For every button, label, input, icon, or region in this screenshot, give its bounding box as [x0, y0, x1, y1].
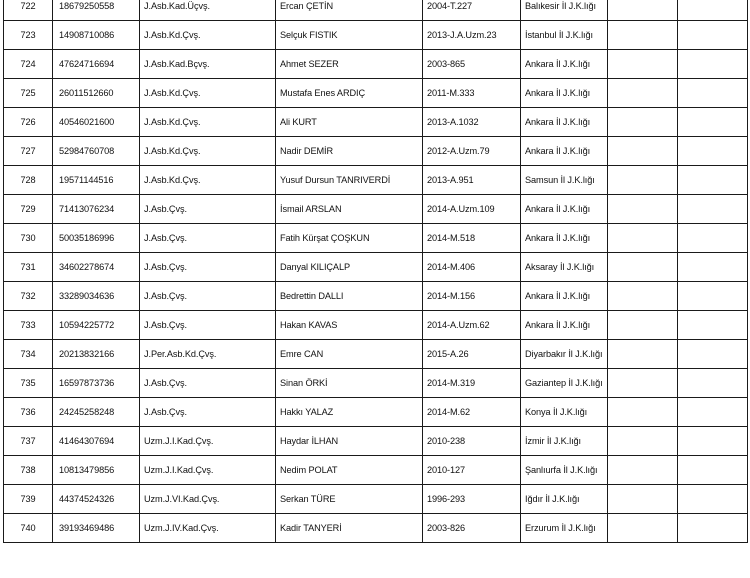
id-number-cell: 18679250558 [53, 0, 140, 21]
unit-cell: Ankara İl J.K.lığı [521, 282, 608, 311]
empty-cell [608, 137, 678, 166]
registry-cell: 2014-M.156 [423, 282, 521, 311]
registry-cell: 2014-A.Uzm.62 [423, 311, 521, 340]
id-number-cell: 26011512660 [53, 79, 140, 108]
empty-cell [608, 398, 678, 427]
empty-cell [608, 0, 678, 21]
id-number-cell: 50035186996 [53, 224, 140, 253]
empty-cell [678, 0, 748, 21]
full-name-cell: Yusuf Dursun TANRIVERDİ [276, 166, 423, 195]
empty-cell [608, 369, 678, 398]
id-number-cell: 33289034636 [53, 282, 140, 311]
registry-cell: 2010-127 [423, 456, 521, 485]
id-number-cell: 41464307694 [53, 427, 140, 456]
full-name-cell: Danyal KILIÇALP [276, 253, 423, 282]
registry-cell: 2015-A.26 [423, 340, 521, 369]
table-row [4, 311, 748, 340]
full-name-cell: Sinan ÖRKİ [276, 369, 423, 398]
unit-cell: Ankara İl J.K.lığı [521, 311, 608, 340]
full-name-cell: İsmail ARSLAN [276, 195, 423, 224]
id-number-cell: 40546021600 [53, 108, 140, 137]
rank-cell: J.Asb.Çvş. [140, 398, 276, 427]
rank-cell: J.Asb.Çvş. [140, 311, 276, 340]
rank-cell: J.Asb.Çvş. [140, 282, 276, 311]
full-name-cell: Bedrettin DALLI [276, 282, 423, 311]
table-row [4, 0, 748, 21]
empty-cell [678, 340, 748, 369]
rank-cell: J.Asb.Kd.Çvş. [140, 79, 276, 108]
unit-cell: Ankara İl J.K.lığı [521, 137, 608, 166]
rank-cell: J.Asb.Kd.Çvş. [140, 137, 276, 166]
empty-cell [678, 253, 748, 282]
id-number-cell: 14908710086 [53, 21, 140, 50]
table-row [4, 398, 748, 427]
table-row [4, 50, 748, 79]
table-row [4, 485, 748, 514]
registry-cell: 2014-M.319 [423, 369, 521, 398]
rank-cell: J.Asb.Kad.Bçvş. [140, 50, 276, 79]
empty-cell [678, 282, 748, 311]
row-number-cell: 732 [4, 282, 53, 311]
registry-cell: 2003-865 [423, 50, 521, 79]
row-number-cell: 727 [4, 137, 53, 166]
row-number-cell: 735 [4, 369, 53, 398]
unit-cell: Diyarbakır İl J.K.lığı [521, 340, 608, 369]
unit-cell: Konya İl J.K.lığı [521, 398, 608, 427]
empty-cell [678, 50, 748, 79]
row-number-cell: 722 [4, 0, 53, 21]
row-number-cell: 725 [4, 79, 53, 108]
registry-cell: 2011-M.333 [423, 79, 521, 108]
full-name-cell: Hakan KAVAS [276, 311, 423, 340]
table-row [4, 514, 748, 543]
full-name-cell: Hakkı YALAZ [276, 398, 423, 427]
empty-cell [608, 340, 678, 369]
full-name-cell: Mustafa Enes ARDIÇ [276, 79, 423, 108]
unit-cell: Ankara İl J.K.lığı [521, 195, 608, 224]
full-name-cell: Haydar İLHAN [276, 427, 423, 456]
personnel-table-body [4, 0, 748, 543]
registry-cell: 2003-826 [423, 514, 521, 543]
row-number-cell: 728 [4, 166, 53, 195]
table-row [4, 427, 748, 456]
unit-cell: İzmir İl J.K.lığı [521, 427, 608, 456]
empty-cell [678, 427, 748, 456]
full-name-cell: Ercan ÇETİN [276, 0, 423, 21]
row-number-cell: 738 [4, 456, 53, 485]
empty-cell [678, 21, 748, 50]
empty-cell [678, 108, 748, 137]
unit-cell: Şanlıurfa İl J.K.lığı [521, 456, 608, 485]
unit-cell: Ankara İl J.K.lığı [521, 79, 608, 108]
rank-cell: J.Asb.Çvş. [140, 369, 276, 398]
empty-cell [608, 311, 678, 340]
table-row [4, 456, 748, 485]
registry-cell: 2013-J.A.Uzm.23 [423, 21, 521, 50]
empty-cell [678, 166, 748, 195]
unit-cell: Aksaray İl J.K.lığı [521, 253, 608, 282]
empty-cell [608, 108, 678, 137]
row-number-cell: 726 [4, 108, 53, 137]
rank-cell: J.Asb.Çvş. [140, 253, 276, 282]
unit-cell: Ankara İl J.K.lığı [521, 108, 608, 137]
row-number-cell: 733 [4, 311, 53, 340]
table-row [4, 224, 748, 253]
unit-cell: Erzurum İl J.K.lığı [521, 514, 608, 543]
empty-cell [678, 195, 748, 224]
empty-cell [608, 253, 678, 282]
full-name-cell: Selçuk FISTIK [276, 21, 423, 50]
unit-cell: Balıkesir İl J.K.lığı [521, 0, 608, 21]
rank-cell: J.Asb.Çvş. [140, 224, 276, 253]
id-number-cell: 39193469486 [53, 514, 140, 543]
rank-cell: J.Asb.Kd.Çvş. [140, 166, 276, 195]
registry-cell: 2013-A.951 [423, 166, 521, 195]
full-name-cell: Ali KURT [276, 108, 423, 137]
table-row [4, 253, 748, 282]
rank-cell: J.Asb.Çvş. [140, 195, 276, 224]
empty-cell [608, 427, 678, 456]
empty-cell [608, 485, 678, 514]
empty-cell [608, 79, 678, 108]
empty-cell [608, 166, 678, 195]
empty-cell [678, 79, 748, 108]
row-number-cell: 737 [4, 427, 53, 456]
table-row [4, 340, 748, 369]
rank-cell: Uzm.J.VI.Kad.Çvş. [140, 485, 276, 514]
unit-cell: Ankara İl J.K.lığı [521, 50, 608, 79]
empty-cell [678, 398, 748, 427]
id-number-cell: 24245258248 [53, 398, 140, 427]
registry-cell: 2014-M.518 [423, 224, 521, 253]
unit-cell: Ankara İl J.K.lığı [521, 224, 608, 253]
row-number-cell: 734 [4, 340, 53, 369]
registry-cell: 2014-M.406 [423, 253, 521, 282]
row-number-cell: 729 [4, 195, 53, 224]
rank-cell: Uzm.J.IV.Kad.Çvş. [140, 514, 276, 543]
empty-cell [608, 456, 678, 485]
empty-cell [608, 195, 678, 224]
id-number-cell: 44374524326 [53, 485, 140, 514]
table-row [4, 195, 748, 224]
empty-cell [678, 456, 748, 485]
id-number-cell: 10813479856 [53, 456, 140, 485]
registry-cell: 2014-A.Uzm.109 [423, 195, 521, 224]
full-name-cell: Kadir TANYERİ [276, 514, 423, 543]
empty-cell [678, 137, 748, 166]
table-row [4, 137, 748, 166]
empty-cell [678, 485, 748, 514]
id-number-cell: 71413076234 [53, 195, 140, 224]
rank-cell: Uzm.J.I.Kad.Çvş. [140, 456, 276, 485]
registry-cell: 2010-238 [423, 427, 521, 456]
unit-cell: Iğdır İl J.K.lığı [521, 485, 608, 514]
row-number-cell: 740 [4, 514, 53, 543]
unit-cell: İstanbul İl J.K.lığı [521, 21, 608, 50]
rank-cell: J.Asb.Kad.Üçvş. [140, 0, 276, 21]
unit-cell: Gaziantep İl J.K.lığı [521, 369, 608, 398]
id-number-cell: 16597873736 [53, 369, 140, 398]
table-row [4, 369, 748, 398]
empty-cell [608, 514, 678, 543]
id-number-cell: 47624716694 [53, 50, 140, 79]
full-name-cell: Emre CAN [276, 340, 423, 369]
table-row [4, 166, 748, 195]
id-number-cell: 52984760708 [53, 137, 140, 166]
personnel-table [3, 0, 748, 543]
table-row [4, 21, 748, 50]
row-number-cell: 739 [4, 485, 53, 514]
empty-cell [608, 224, 678, 253]
registry-cell: 2014-M.62 [423, 398, 521, 427]
empty-cell [608, 21, 678, 50]
empty-cell [678, 224, 748, 253]
empty-cell [678, 369, 748, 398]
full-name-cell: Nedim POLAT [276, 456, 423, 485]
unit-cell: Samsun İl J.K.lığı [521, 166, 608, 195]
registry-cell: 2013-A.1032 [423, 108, 521, 137]
rank-cell: J.Asb.Kd.Çvş. [140, 21, 276, 50]
id-number-cell: 20213832166 [53, 340, 140, 369]
row-number-cell: 731 [4, 253, 53, 282]
table-row [4, 108, 748, 137]
table-row [4, 282, 748, 311]
rank-cell: J.Asb.Kd.Çvş. [140, 108, 276, 137]
registry-cell: 2012-A.Uzm.79 [423, 137, 521, 166]
row-number-cell: 736 [4, 398, 53, 427]
full-name-cell: Nadir DEMİR [276, 137, 423, 166]
id-number-cell: 10594225772 [53, 311, 140, 340]
empty-cell [608, 50, 678, 79]
full-name-cell: Ahmet SEZER [276, 50, 423, 79]
id-number-cell: 34602278674 [53, 253, 140, 282]
empty-cell [608, 282, 678, 311]
id-number-cell: 19571144516 [53, 166, 140, 195]
full-name-cell: Fatih Kürşat ÇOŞKUN [276, 224, 423, 253]
rank-cell: Uzm.J.I.Kad.Çvş. [140, 427, 276, 456]
registry-cell: 2004-T.227 [423, 0, 521, 21]
registry-cell: 1996-293 [423, 485, 521, 514]
rank-cell: J.Per.Asb.Kd.Çvş. [140, 340, 276, 369]
row-number-cell: 730 [4, 224, 53, 253]
row-number-cell: 724 [4, 50, 53, 79]
empty-cell [678, 311, 748, 340]
table-row [4, 79, 748, 108]
full-name-cell: Serkan TÜRE [276, 485, 423, 514]
empty-cell [678, 514, 748, 543]
row-number-cell: 723 [4, 21, 53, 50]
